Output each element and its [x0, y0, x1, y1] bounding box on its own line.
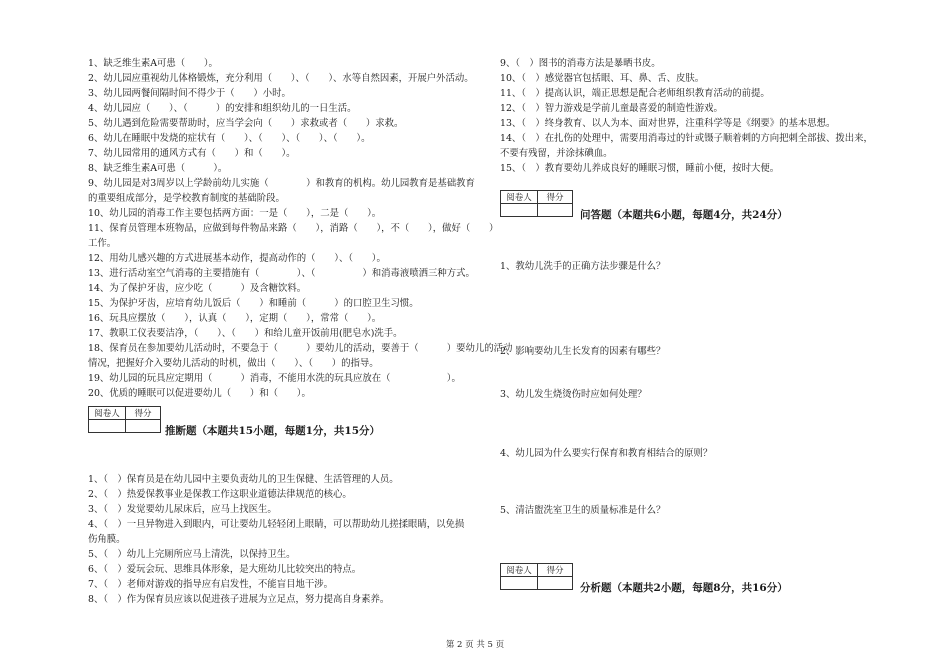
qa-question: 4、幼儿园为什么要实行保育和教育相结合的原则？ [500, 448, 713, 459]
qa-question: 5、清洁盥洗室卫生的质量标准是什么？ [500, 505, 666, 516]
score-label: 得分 [126, 407, 161, 420]
judge-line: 9、（ ）图书的消毒方法是暴晒书皮。 [500, 58, 661, 69]
grader-label: 阅卷人 [501, 191, 538, 204]
score-label: 得分 [538, 191, 573, 204]
judge-line: 不要有残留，并涂抹碘血。 [500, 148, 613, 159]
grader-cell [89, 420, 126, 433]
judge-line: 12、（ ）智力游戏是学前儿童最喜爱的制造性游戏。 [500, 103, 723, 114]
fill-in-line: 11、保育员管理本班物品，应做到每件物品来路（ ），消路（ ），不（ ），做好（ ） [88, 223, 499, 234]
fill-in-line: 19、幼儿园的玩具应定期用（ ）消毒，不能用水洗的玩具应放在（ ）。 [88, 373, 461, 384]
judge-line: 15、（ ）教育要幼儿养成良好的睡眠习惯，睡前小便，按时大便。 [500, 163, 780, 174]
grader-label: 阅卷人 [89, 407, 126, 420]
judge-line: 10、（ ）感觉器官包括眼、耳、鼻、舌、皮肤。 [500, 73, 705, 84]
judge-line: 13、（ ）终身教育、以人为本、面对世界，注重科学等是《纲要》的基本思想。 [500, 118, 836, 129]
fill-in-line: 情况，把握好介入要幼儿活动的时机，做出（ ）、（ ）的指导。 [88, 358, 379, 369]
grader-cell [501, 204, 538, 217]
score-cell [538, 577, 573, 590]
fill-in-line: 2、幼儿园应重视幼儿体格锻炼，充分利用（ ）、（ ）、水等自然因素，开展户外活动。 [88, 73, 474, 84]
judge-line: 7、（ ）老师对游戏的指导应有启发性，不能盲目地干涉。 [88, 579, 334, 590]
page-number: 第 2 页 共 5 页 [445, 640, 505, 650]
fill-in-line: 9、幼儿园是对3周岁以上学龄前幼儿实施（ ）和教育的机构。幼儿园教育是基础教育 [88, 178, 475, 189]
fill-in-line: 8、缺乏维生素A可患（ ）。 [88, 163, 228, 174]
fill-in-line: 5、幼儿遇到危险需要帮助时，应当学会向（ ）求救或者（ ）求救。 [88, 118, 404, 129]
judge-line: 8、（ ）作为保育员应该以促进孩子进展为立足点，努力提高自身素养。 [88, 594, 390, 605]
analysis-section-title: 分析题（本题共2小题，每题8分，共16分） [580, 582, 788, 594]
fill-in-line: 16、玩具应摆放（ ），认真（ ），定期（ ），常常（ ）。 [88, 313, 382, 324]
fill-in-line: 18、保育员在参加要幼儿活动时，不要急于（ ）要幼儿的活动，要善于（ ）要幼儿的活动 [88, 343, 513, 354]
judge-section-title: 推断题（本题共15小题，每题1分，共15分） [165, 425, 381, 437]
fill-in-line: 工作。 [88, 238, 117, 249]
score-label: 得分 [538, 564, 573, 577]
grader-cell [501, 577, 538, 590]
judge-line: 3、（ ）发觉要幼儿尿床后，应马上找医生。 [88, 504, 277, 515]
fill-in-line: 14、为了保护牙齿，应少吃（ ）及含糖饮料。 [88, 283, 307, 294]
fill-in-line: 的重要组成部分，是学校教育制度的基础阶段。 [88, 193, 285, 204]
fill-in-line: 12、用幼儿感兴趣的方式进展基本动作，提高动作的（ ）、（ ）。 [88, 253, 386, 264]
score-box [500, 190, 573, 217]
fill-in-line: 3、幼儿园两餐间隔时间不得少于（ ）小时。 [88, 88, 291, 99]
score-box [500, 563, 573, 590]
fill-in-line: 20、优质的睡眠可以促进要幼儿（ ）和（ ）。 [88, 388, 311, 399]
score-cell [538, 204, 573, 217]
judge-line: 伤角膜。 [88, 534, 126, 545]
fill-in-line: 7、幼儿园常用的通风方式有（ ）和（ ）。 [88, 148, 296, 159]
fill-in-line: 1、缺乏维生素A可患（ ）。 [88, 58, 218, 69]
qa-question: 2、影响要幼儿生长发育的因素有哪些？ [500, 346, 666, 357]
judge-line: 2、（ ）热爱保教事业是保教工作这职业道德法律规范的核心。 [88, 489, 352, 500]
judge-line: 1、（ ）保育员是在幼儿园中主要负责幼儿的卫生保健、生活管理的人员。 [88, 474, 399, 485]
fill-in-line: 15、为保护牙齿，应培育幼儿饭后（ ）和睡前（ ）的口腔卫生习惯。 [88, 298, 419, 309]
judge-line: 6、（ ）爱玩会玩、思维具体形象，是大班幼儿比较突出的特点。 [88, 564, 362, 575]
fill-in-line: 6、幼儿在睡眠中发烧的症状有（ ）、（ ）、（ ）、（ ）。 [88, 133, 371, 144]
qa-question: 3、幼儿发生烧烫伤时应如何处理？ [500, 389, 647, 400]
judge-line: 14、（ ）在扎伤的处理中，需要用消毒过的针或镊子顺着刺的方向把刺全部拔、拨出来， [500, 133, 873, 144]
grader-label: 阅卷人 [501, 564, 538, 577]
judge-line: 11、（ ）提高认识，端正思想是配合老师组织教育活动的前提。 [500, 88, 770, 99]
fill-in-line: 17、教职工仪表要洁净，（ ）、（ ）和给儿童开饭前用(肥皂水)洗手。 [88, 328, 403, 339]
judge-line: 4、（ ）一旦异物进入到眼内，可让要幼儿轻轻闭上眼睛，可以帮助幼儿搓揉眼睛，以免损 [88, 519, 465, 530]
fill-in-line: 10、幼儿园的消毒工作主要包括两方面：一是（ ），二是（ ）。 [88, 208, 382, 219]
fill-in-line: 13、进行活动室空气消毒的主要措施有（ ）、（ ）和消毒液喷洒三种方式。 [88, 268, 475, 279]
score-cell [126, 420, 161, 433]
qa-question: 1、教幼儿洗手的正确方法步骤是什么？ [500, 261, 666, 272]
judge-line: 5、（ ）幼儿上完厕所应马上清洗，以保持卫生。 [88, 549, 296, 560]
qa-section-title: 问答题（本题共6小题，每题4分，共24分） [580, 209, 788, 221]
score-box [88, 406, 161, 433]
fill-in-line: 4、幼儿园应（ ）、（ ）的安排和组织幼儿的一日生活。 [88, 103, 357, 114]
